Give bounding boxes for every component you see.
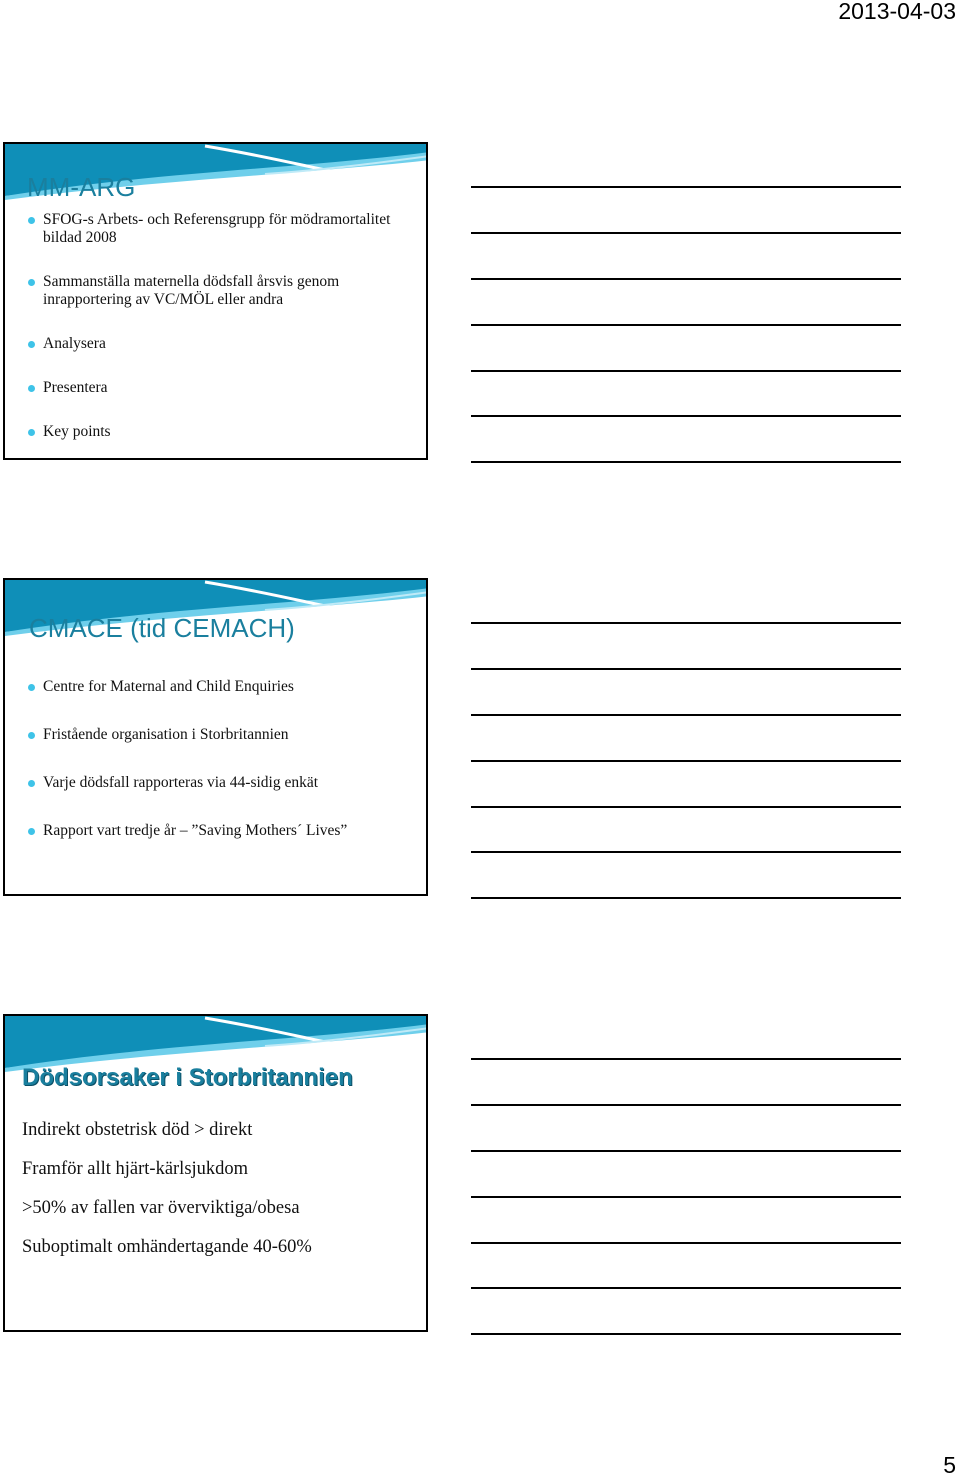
list-item: >50% av fallen var överviktiga/obesa [22,1198,300,1218]
slide-dodsorsaker [3,1014,428,1332]
slide-title: Dödsorsaker i Storbritannien [22,1064,353,1091]
item-list [22,1119,312,1275]
list-item: Varje dödsfall rapporteras via 44-sidig enkät [27,774,417,822]
note-line [471,324,901,326]
note-line [471,714,901,716]
bullet-dot-icon [28,279,35,286]
note-line [471,668,901,670]
note-line [471,370,901,372]
bullet-dot-icon [28,732,35,739]
page-number: 5 [943,1452,956,1478]
note-line [471,415,901,417]
bullet-list [27,678,417,870]
list-item: Rapport vart tredje år – ”Saving Mothers´ Lives” [27,822,417,870]
slide-title: CMACE (tid CEMACH) [29,613,295,643]
note-line [471,1196,901,1198]
slide-mm-arg [3,142,428,460]
note-line [471,278,901,280]
list-item: Analysera [27,335,417,379]
note-line [471,851,901,853]
note-line [471,461,901,463]
bullet-dot-icon [28,780,35,787]
note-line [471,1150,901,1152]
note-line [471,806,901,808]
slide-title: MM-ARG [27,172,136,202]
list-item: Suboptimalt omhändertagande 40-60% [22,1237,312,1257]
print-date: 2013-04-03 [838,0,956,24]
note-line [471,186,901,188]
note-line [471,1104,901,1106]
note-line [471,232,901,234]
note-line [471,1058,901,1060]
note-line [471,760,901,762]
bullet-dot-icon [28,429,35,436]
bullet-dot-icon [28,828,35,835]
list-item: Framför allt hjärt-kärlsjukdom [22,1159,249,1179]
note-line [471,1242,901,1244]
bullet-dot-icon [28,385,35,392]
bullet-dot-icon [28,217,35,224]
list-item: Presentera [27,379,417,423]
note-line [471,897,901,899]
list-item: Key points [27,423,417,460]
list-item: Centre for Maternal and Child Enquiries [27,678,417,726]
list-item: SFOG-s Arbets- och Referensgrupp för mödramortalitet bildad 2008 [27,211,417,273]
note-line [471,1287,901,1289]
bullet-list [27,211,417,460]
slide-cmace [3,578,428,896]
bullet-dot-icon [28,341,35,348]
note-line [471,622,901,624]
list-item: Sammanställa maternella dödsfall årsvis genom inrapportering av VC/MÖL eller andra [27,273,417,335]
note-line [471,1333,901,1335]
list-item: Indirekt obstetrisk död > direkt [22,1120,253,1140]
list-item: Fristående organisation i Storbritannien [27,726,417,774]
bullet-dot-icon [28,684,35,691]
